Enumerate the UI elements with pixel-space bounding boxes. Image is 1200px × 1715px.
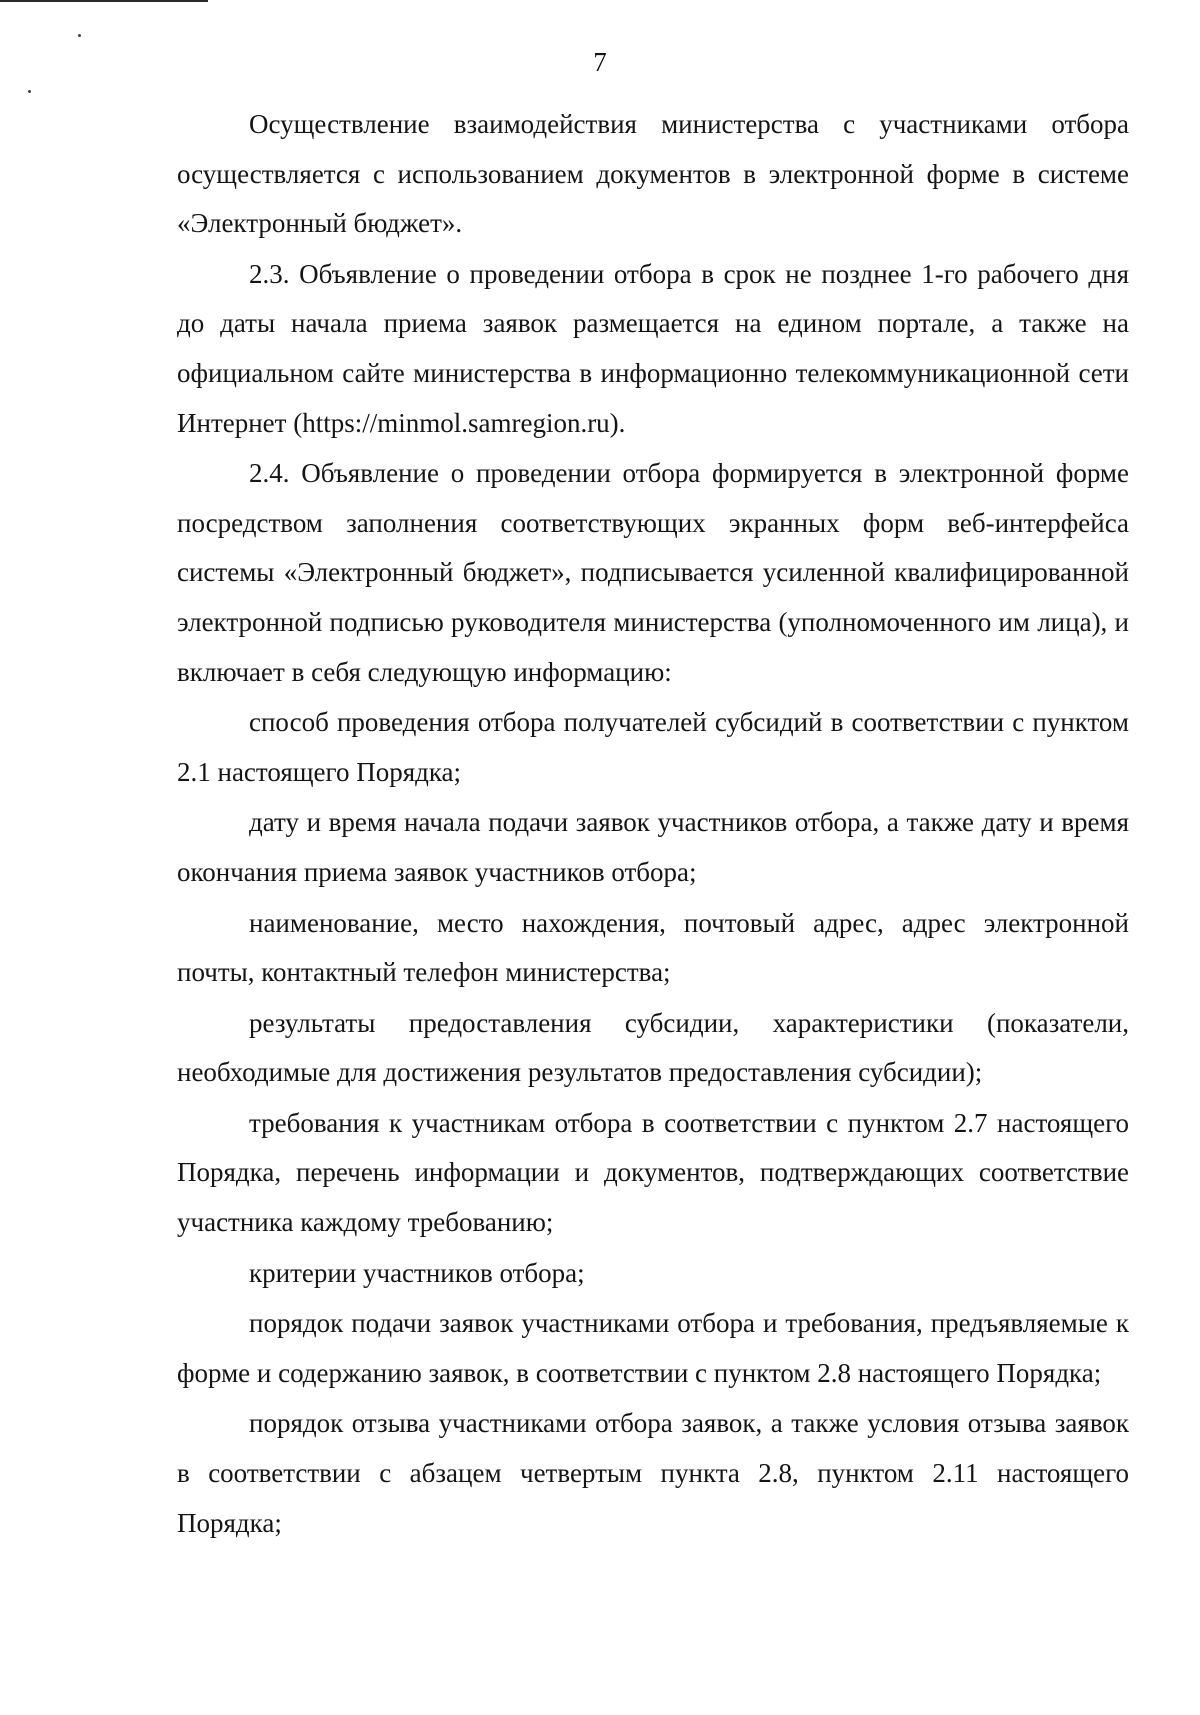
paragraph-2-4-announcement-form: 2.4. Объявление о проведении отбора формируется в электронной форме посредством заполнения соответствующих экранных форм веб-интерфейса системы «Электронный бюджет», подписывается усиленной квалифицированной электронной подписью руководителя министерства (уполномоченного им лица), и включает в себя следующую информацию: bbox=[177, 458, 1129, 687]
list-item-results: результаты предоставления субсидии, характеристики (показатели, необходимые для достижения результатов предоставления субсидии); bbox=[177, 1007, 1129, 1088]
list-item-withdrawal-procedure: порядок отзыва участниками отбора заявок, а также условия отзыва заявок в соответствии с абзацем четвертым пункта 2.8, пунктом 2.11 настоящего Порядка; bbox=[177, 1408, 1129, 1538]
scan-edge-line bbox=[0, 0, 208, 2]
paragraph-interaction: Осуществление взаимодействия министерства с участниками отбора осуществляется с использованием документов в электронной форме в системе «Электронный бюджет». bbox=[177, 109, 1129, 239]
scan-speck bbox=[78, 34, 81, 37]
list-item-contacts: наименование, место нахождения, почтовый адрес, адрес электронной почты, контактный телефон министерства; bbox=[177, 907, 1129, 988]
list-item-selection-method: способ проведения отбора получателей субсидий в соответствии с пунктом 2.1 настоящего Порядка; bbox=[177, 707, 1129, 787]
scan-speck bbox=[28, 90, 31, 93]
page-number: 7 bbox=[593, 47, 607, 77]
list-item-requirements: требования к участникам отбора в соответствии с пунктом 2.7 настоящего Порядка, перечень информации и документов, подтверждающих соответствие участника каждому требованию; bbox=[177, 1107, 1129, 1238]
list-item-dates: дату и время начала подачи заявок участников отбора, а также дату и время окончания приема заявок участников отбора; bbox=[177, 807, 1129, 887]
list-item-submission-procedure: порядок подачи заявок участниками отбора и требования, предъявляемые к форме и содержанию заявок, в соответствии с пунктом 2.8 настоящего Порядка; bbox=[177, 1308, 1129, 1388]
document-body bbox=[177, 100, 1129, 1549]
list-item-criteria: критерии участников отбора; bbox=[249, 1257, 585, 1288]
paragraph-2-3-announcement: 2.3. Объявление о проведении отбора в срок не позднее 1-го рабочего дня до даты начала приема заявок размещается на едином портале, а также на официальном сайте министерства в информационно телекоммуникационной сети Интернет (https://minmol.samregion.ru). bbox=[177, 258, 1129, 438]
